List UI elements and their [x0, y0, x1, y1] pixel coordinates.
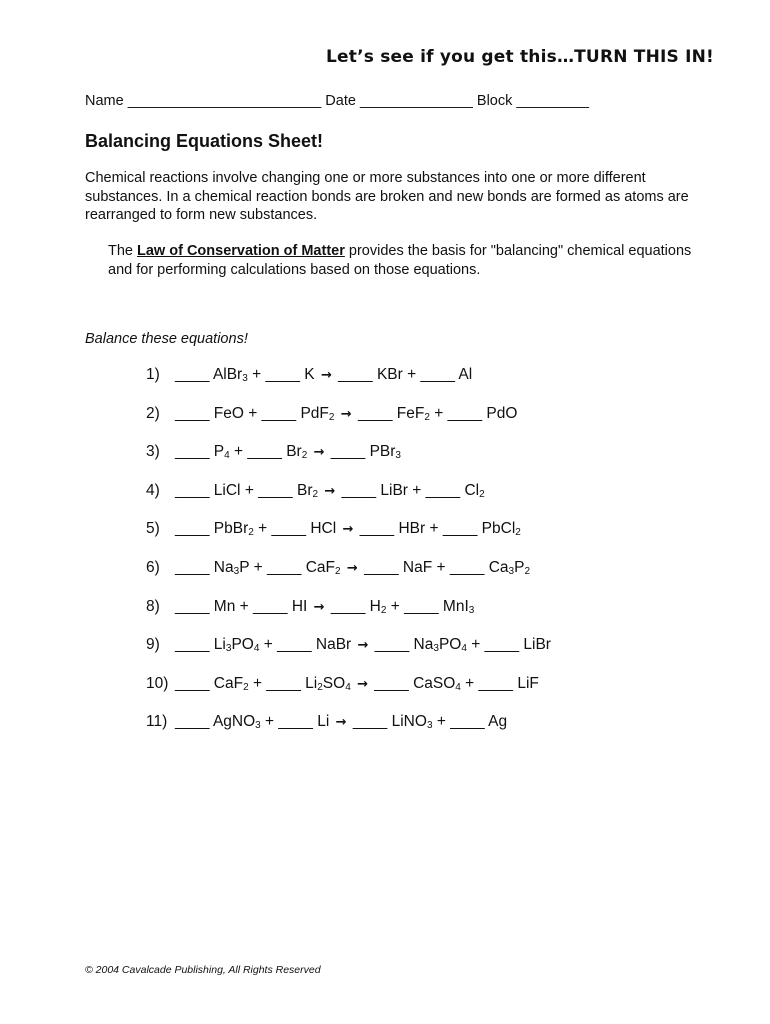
- subscript: 3: [426, 720, 433, 732]
- subscript: 2: [380, 604, 387, 616]
- coefficient-blank[interactable]: ____: [258, 481, 293, 499]
- intro-paragraph: Chemical reactions involve changing one or more substances into one or more different substances. In a chemical reaction bonds are broken and new bonds are formed as atoms are rearranged to form new substances.: [85, 170, 689, 223]
- subscript: 2: [335, 565, 341, 577]
- chemical-formula: PbBr$_2$: [213, 520, 254, 539]
- subscript: 3: [508, 565, 515, 577]
- chemical-formula: $Na_3PO_4$: [413, 636, 467, 655]
- chemical-formula: PdO: [486, 404, 518, 422]
- chemical-formula: CaF$_2$: [213, 674, 249, 693]
- plus-sign: +: [407, 366, 417, 383]
- subscript: 3: [433, 643, 439, 655]
- chemical-formula: CaSO$_4$: [413, 674, 461, 693]
- chemical-formula: CaF$_2$: [305, 558, 341, 577]
- equation-number: 6): [146, 558, 160, 576]
- equation-item: [146, 443, 551, 482]
- name-label: Name: [85, 93, 124, 109]
- equation-text: [175, 636, 551, 654]
- chemical-formula: HI: [291, 597, 308, 615]
- coefficient-blank[interactable]: ____: [175, 713, 210, 731]
- coefficient-blank[interactable]: ____: [338, 366, 373, 383]
- coefficient-blank[interactable]: ____: [374, 674, 409, 692]
- right-arrow-icon: →: [320, 368, 332, 383]
- plus-sign: +: [234, 443, 244, 461]
- chemical-formula: K: [304, 366, 315, 383]
- subscript: 3: [225, 643, 232, 655]
- right-arrow-icon: →: [335, 715, 347, 731]
- coefficient-blank[interactable]: ____: [447, 404, 483, 422]
- chemical-formula: Mn: [213, 597, 236, 615]
- subscript: 4: [455, 681, 461, 693]
- subscript: 3: [242, 373, 248, 384]
- law-paragraph: [108, 242, 708, 279]
- equation-number: 10): [146, 674, 169, 692]
- coefficient-blank[interactable]: ____: [277, 636, 312, 654]
- coefficient-blank[interactable]: ____: [247, 443, 282, 461]
- chemical-formula: $Br_2$: [286, 443, 308, 462]
- coefficient-blank[interactable]: ____: [404, 597, 439, 615]
- equation-item: [146, 482, 551, 521]
- subscript: 4: [224, 450, 230, 462]
- plus-sign: +: [252, 674, 263, 692]
- chemical-formula: $H_2$: [369, 597, 387, 616]
- coefficient-blank[interactable]: ____: [450, 713, 485, 731]
- coefficient-blank[interactable]: ____: [261, 404, 297, 422]
- subscript: 4: [461, 643, 467, 655]
- equation-number: 9): [146, 636, 160, 654]
- coefficient-blank[interactable]: ____: [175, 520, 210, 538]
- equation-list: [146, 366, 551, 752]
- equation-text: [175, 598, 474, 616]
- chemical-formula: $Ca_3P_2$: [488, 558, 530, 577]
- subscript: 4: [253, 643, 260, 655]
- coefficient-blank[interactable]: ____: [341, 481, 377, 499]
- equation-item: [146, 559, 551, 598]
- equation-text: [175, 559, 530, 577]
- right-arrow-icon: →: [357, 676, 368, 692]
- plus-sign: +: [471, 636, 481, 654]
- coefficient-blank[interactable]: ____: [478, 674, 514, 692]
- subscript: 2: [317, 681, 323, 693]
- chemical-formula: MnI$_3$: [442, 597, 475, 616]
- coefficient-blank[interactable]: ____: [175, 558, 210, 576]
- subscript: 2: [524, 565, 530, 577]
- coefficient-blank[interactable]: ____: [330, 597, 366, 615]
- chemical-formula: AlBr$_3$: [212, 366, 248, 384]
- chemical-formula: Al: [458, 366, 473, 383]
- equation-item: [146, 405, 551, 444]
- coefficient-blank[interactable]: ____: [266, 674, 301, 692]
- equation-item: [146, 520, 551, 559]
- name-field[interactable]: ________________________: [127, 93, 322, 109]
- subscript: 4: [345, 681, 351, 693]
- chemical-formula: HBr: [398, 520, 426, 538]
- law-name: Law of Conservation of Matter: [137, 243, 345, 259]
- coefficient-blank[interactable]: ____: [175, 597, 210, 615]
- chemical-formula: $Cl_2$: [464, 481, 485, 500]
- right-arrow-icon: →: [313, 445, 325, 461]
- coefficient-blank[interactable]: ____: [253, 597, 288, 615]
- coefficient-blank[interactable]: ____: [175, 366, 210, 383]
- subscript: 3: [468, 604, 475, 616]
- subscript: 2: [243, 681, 249, 693]
- coefficient-blank[interactable]: ____: [359, 520, 395, 538]
- chemical-formula: Li: [317, 713, 330, 731]
- chemical-formula: NaBr: [315, 636, 352, 654]
- subscript: 2: [515, 527, 521, 539]
- chemical-formula: HCl: [310, 520, 337, 538]
- coefficient-blank[interactable]: ____: [364, 558, 399, 576]
- coefficient-blank[interactable]: ____: [175, 443, 210, 461]
- subscript: 2: [312, 488, 319, 500]
- plus-sign: +: [436, 558, 446, 576]
- coefficient-blank[interactable]: ____: [271, 520, 306, 538]
- plus-sign: +: [263, 636, 273, 654]
- equation-text: [175, 443, 401, 461]
- plus-sign: +: [412, 481, 422, 499]
- plus-sign: +: [252, 366, 262, 383]
- equation-number: 11): [146, 713, 168, 731]
- subscript: 3: [395, 450, 401, 462]
- date-field[interactable]: ______________: [359, 93, 473, 109]
- block-field[interactable]: _________: [516, 93, 589, 109]
- equation-text: [175, 482, 485, 500]
- chemical-formula: LiF: [517, 674, 539, 692]
- chemical-formula: LiNO$_3$: [391, 713, 433, 732]
- right-arrow-icon: →: [313, 599, 325, 615]
- right-arrow-icon: →: [346, 560, 358, 576]
- chemical-formula: $Na_3P$: [213, 558, 250, 577]
- coefficient-blank[interactable]: ____: [442, 520, 478, 538]
- coefficient-blank[interactable]: ____: [352, 713, 388, 731]
- plus-sign: +: [390, 597, 400, 615]
- equation-number: 5): [146, 520, 160, 538]
- plus-sign: +: [253, 558, 263, 576]
- chemical-formula: $P_4$: [213, 443, 230, 462]
- chemical-formula: LiBr: [523, 636, 551, 654]
- chemical-formula: $Li_2SO_4$: [305, 674, 351, 693]
- coefficient-blank[interactable]: ____: [420, 366, 455, 383]
- sheet-title: Balancing Equations Sheet!: [85, 131, 324, 151]
- chemical-formula: PbCl$_2$: [481, 520, 521, 539]
- equation-text: [175, 713, 507, 731]
- coefficient-blank[interactable]: ____: [278, 713, 313, 731]
- equation-text: [175, 405, 517, 423]
- turn-in-note: Let’s see if you get this…TURN THIS IN!: [326, 47, 714, 67]
- equation-item: [146, 636, 551, 675]
- coefficient-blank[interactable]: ____: [265, 366, 300, 383]
- equation-text: [175, 520, 521, 538]
- student-info-line: [85, 93, 589, 109]
- right-arrow-icon: →: [340, 406, 352, 422]
- coefficient-blank[interactable]: ____: [266, 558, 302, 576]
- plus-sign: +: [429, 520, 439, 538]
- chemical-formula: LiCl: [213, 481, 241, 499]
- equation-item: [146, 366, 551, 405]
- plus-sign: +: [265, 713, 275, 731]
- subscript: 2: [479, 488, 485, 500]
- coefficient-blank[interactable]: ____: [357, 404, 393, 422]
- equation-number: 8): [146, 597, 160, 615]
- law-prefix: The: [108, 243, 138, 259]
- chemical-formula: NaF: [402, 558, 433, 576]
- instructions: Balance these equations!: [85, 331, 248, 347]
- chemical-formula: AgNO$_3$: [212, 713, 261, 732]
- law-suffix: provides the basis for "balancing" chemical equations and for performing calculations based on those equations.: [108, 243, 692, 278]
- copyright-footer: © 2004 Cavalcade Publishing, All Rights Reserved: [85, 964, 321, 976]
- chemical-formula: FeF$_2$: [396, 404, 430, 423]
- equation-number: 2): [146, 404, 160, 422]
- subscript: 3: [255, 720, 261, 732]
- coefficient-blank[interactable]: ____: [175, 404, 210, 422]
- chemical-formula: Ag: [488, 713, 508, 731]
- chemical-formula: PBr$_3$: [369, 443, 401, 462]
- coefficient-blank[interactable]: ____: [484, 636, 520, 654]
- plus-sign: +: [436, 713, 446, 731]
- chemical-formula: FeO: [213, 404, 244, 422]
- block-label: Block: [476, 93, 513, 109]
- coefficient-blank[interactable]: ____: [425, 481, 461, 499]
- subscript: 2: [301, 450, 308, 462]
- equation-item: [146, 598, 551, 637]
- right-arrow-icon: →: [324, 483, 336, 499]
- subscript: 2: [248, 527, 254, 539]
- coefficient-blank[interactable]: ____: [374, 636, 410, 654]
- right-arrow-icon: →: [342, 522, 354, 538]
- chemical-formula: PdF$_2$: [300, 404, 335, 423]
- subscript: 2: [328, 411, 335, 423]
- right-arrow-icon: →: [357, 638, 369, 654]
- equation-number: 1): [146, 366, 160, 383]
- coefficient-blank[interactable]: ____: [175, 481, 210, 499]
- coefficient-blank[interactable]: ____: [330, 443, 366, 461]
- chemical-formula: KBr: [376, 366, 403, 383]
- chemical-formula: LiBr: [380, 481, 408, 499]
- equation-number: 4): [146, 481, 160, 499]
- chemical-formula: $Li_3PO_4$: [213, 636, 260, 655]
- coefficient-blank[interactable]: ____: [449, 558, 485, 576]
- equation-item: [146, 675, 551, 714]
- plus-sign: +: [465, 674, 475, 692]
- plus-sign: +: [248, 404, 258, 422]
- plus-sign: +: [244, 481, 254, 499]
- date-label: Date: [325, 93, 356, 109]
- plus-sign: +: [434, 404, 444, 422]
- subscript: 2: [424, 411, 430, 423]
- chemical-formula: $Br_2$: [296, 481, 319, 500]
- coefficient-blank[interactable]: ____: [175, 674, 210, 692]
- coefficient-blank[interactable]: ____: [175, 636, 210, 654]
- equation-text: [175, 366, 472, 384]
- plus-sign: +: [258, 520, 268, 538]
- equation-item: [146, 713, 551, 752]
- subscript: 3: [233, 565, 240, 577]
- plus-sign: +: [239, 597, 249, 615]
- equation-text: [175, 675, 539, 693]
- equation-number: 3): [146, 443, 160, 461]
